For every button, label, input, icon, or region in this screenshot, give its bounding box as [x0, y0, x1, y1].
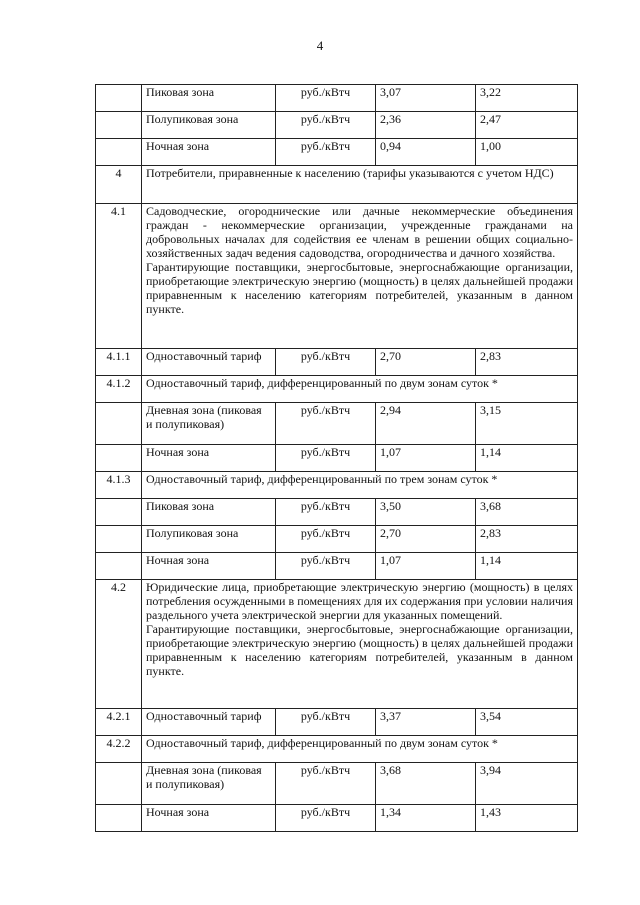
row-number — [96, 85, 142, 112]
tariff-table — [95, 84, 578, 832]
row-unit: руб./кВтч — [276, 403, 376, 445]
row-number — [96, 805, 142, 832]
row-value-2: 3,54 — [476, 709, 578, 736]
table-row — [96, 139, 578, 166]
row-value-2: 1,00 — [476, 139, 578, 166]
table-row — [96, 553, 578, 580]
section-row — [96, 736, 578, 763]
row-value-1: 2,70 — [376, 349, 476, 376]
row-value-1: 3,68 — [376, 763, 476, 805]
row-number — [96, 553, 142, 580]
table-row — [96, 112, 578, 139]
row-unit: руб./кВтч — [276, 85, 376, 112]
table-row — [96, 805, 578, 832]
row-value-1: 3,50 — [376, 499, 476, 526]
row-value-1: 3,37 — [376, 709, 476, 736]
row-unit: руб./кВтч — [276, 526, 376, 553]
row-value-1: 2,36 — [376, 112, 476, 139]
row-value-1: 1,07 — [376, 445, 476, 472]
row-value-1: 1,34 — [376, 805, 476, 832]
row-value-2: 3,15 — [476, 403, 578, 445]
row-name: Ночная зона — [142, 805, 276, 832]
section-title: Потребители, приравненные к населению (тарифы указываются с учетом НДС) — [142, 166, 578, 204]
section-title: Одноставочный тариф, дифференцированный по трем зонам суток * — [142, 472, 578, 499]
table-row — [96, 499, 578, 526]
table-row — [96, 349, 578, 376]
description-row — [96, 204, 578, 349]
section-title: Одноставочный тариф, дифференцированный по двум зонам суток * — [142, 376, 578, 403]
row-number: 4.1.1 — [96, 349, 142, 376]
row-unit: руб./кВтч — [276, 499, 376, 526]
row-value-2: 1,14 — [476, 445, 578, 472]
row-unit: руб./кВтч — [276, 709, 376, 736]
row-number — [96, 499, 142, 526]
row-name: Одноставочный тариф — [142, 349, 276, 376]
description-paragraph-1: Юридические лица, приобретающие электрическую энергию (мощность) в целях потребления осужденными в помещениях для их содержания при условии наличия раздельного учета электрической энергии для указанных помещений. — [146, 580, 573, 622]
row-number — [96, 403, 142, 445]
row-name: Ночная зона — [142, 553, 276, 580]
row-value-1: 0,94 — [376, 139, 476, 166]
description-paragraph-2: Гарантирующие поставщики, энергосбытовые, энергоснабжающие организации, приобретающие электрическую энергию (мощность) в целях дальнейшей продажи приравненным к населению категориям потребителей, указанным в данном пункте. — [146, 260, 573, 316]
row-number: 4 — [96, 166, 142, 204]
row-unit: руб./кВтч — [276, 139, 376, 166]
row-number — [96, 526, 142, 553]
description-paragraph-1: Садоводческие, огороднические или дачные некоммерческие объединения граждан - некоммерческие организации, учрежденные гражданами на добровольных началах для содействия ее членам в решении общих социально-хозяйственных задач ведения садоводства, огородничества и дачного хозяйства. — [146, 204, 573, 260]
row-number: 4.1.2 — [96, 376, 142, 403]
row-name: Ночная зона — [142, 445, 276, 472]
description-row — [96, 580, 578, 709]
row-value-2: 3,22 — [476, 85, 578, 112]
section-title: Одноставочный тариф, дифференцированный по двум зонам суток * — [142, 736, 578, 763]
table-row — [96, 526, 578, 553]
row-name: Пиковая зона — [142, 85, 276, 112]
row-name: Полупиковая зона — [142, 526, 276, 553]
row-number: 4.1.3 — [96, 472, 142, 499]
row-name: Пиковая зона — [142, 499, 276, 526]
row-number — [96, 445, 142, 472]
row-value-2: 2,47 — [476, 112, 578, 139]
row-unit: руб./кВтч — [276, 349, 376, 376]
row-number: 4.2 — [96, 580, 142, 709]
row-name: Полупиковая зона — [142, 112, 276, 139]
description-text — [142, 204, 578, 349]
row-name: Дневная зона (пиковая и полупиковая) — [142, 403, 276, 445]
row-number: 4.2.1 — [96, 709, 142, 736]
row-value-1: 1,07 — [376, 553, 476, 580]
section-row — [96, 166, 578, 204]
section-row — [96, 472, 578, 499]
table-row — [96, 445, 578, 472]
table-row — [96, 763, 578, 805]
table-row — [96, 403, 578, 445]
page-number: 4 — [316, 38, 324, 53]
row-value-1: 2,94 — [376, 403, 476, 445]
row-unit: руб./кВтч — [276, 553, 376, 580]
row-number: 4.1 — [96, 204, 142, 349]
row-value-2: 2,83 — [476, 526, 578, 553]
row-name: Дневная зона (пиковая и полупиковая) — [142, 763, 276, 805]
row-value-2: 1,14 — [476, 553, 578, 580]
row-value-2: 3,94 — [476, 763, 578, 805]
description-paragraph-2: Гарантирующие поставщики, энергосбытовые, энергоснабжающие организации, приобретающие электрическую энергию (мощность) в целях дальнейшей продажи приравненным к населению категориям потребителей, указанным в данном пункте. — [146, 622, 573, 678]
row-number — [96, 763, 142, 805]
table-row — [96, 85, 578, 112]
section-row — [96, 376, 578, 403]
row-value-2: 2,83 — [476, 349, 578, 376]
row-value-2: 1,43 — [476, 805, 578, 832]
row-number — [96, 139, 142, 166]
row-name: Одноставочный тариф — [142, 709, 276, 736]
row-number: 4.2.2 — [96, 736, 142, 763]
row-value-1: 2,70 — [376, 526, 476, 553]
row-value-2: 3,68 — [476, 499, 578, 526]
row-unit: руб./кВтч — [276, 112, 376, 139]
row-unit: руб./кВтч — [276, 445, 376, 472]
row-value-1: 3,07 — [376, 85, 476, 112]
row-unit: руб./кВтч — [276, 763, 376, 805]
description-text — [142, 580, 578, 709]
row-name: Ночная зона — [142, 139, 276, 166]
table-row — [96, 709, 578, 736]
row-number — [96, 112, 142, 139]
row-unit: руб./кВтч — [276, 805, 376, 832]
